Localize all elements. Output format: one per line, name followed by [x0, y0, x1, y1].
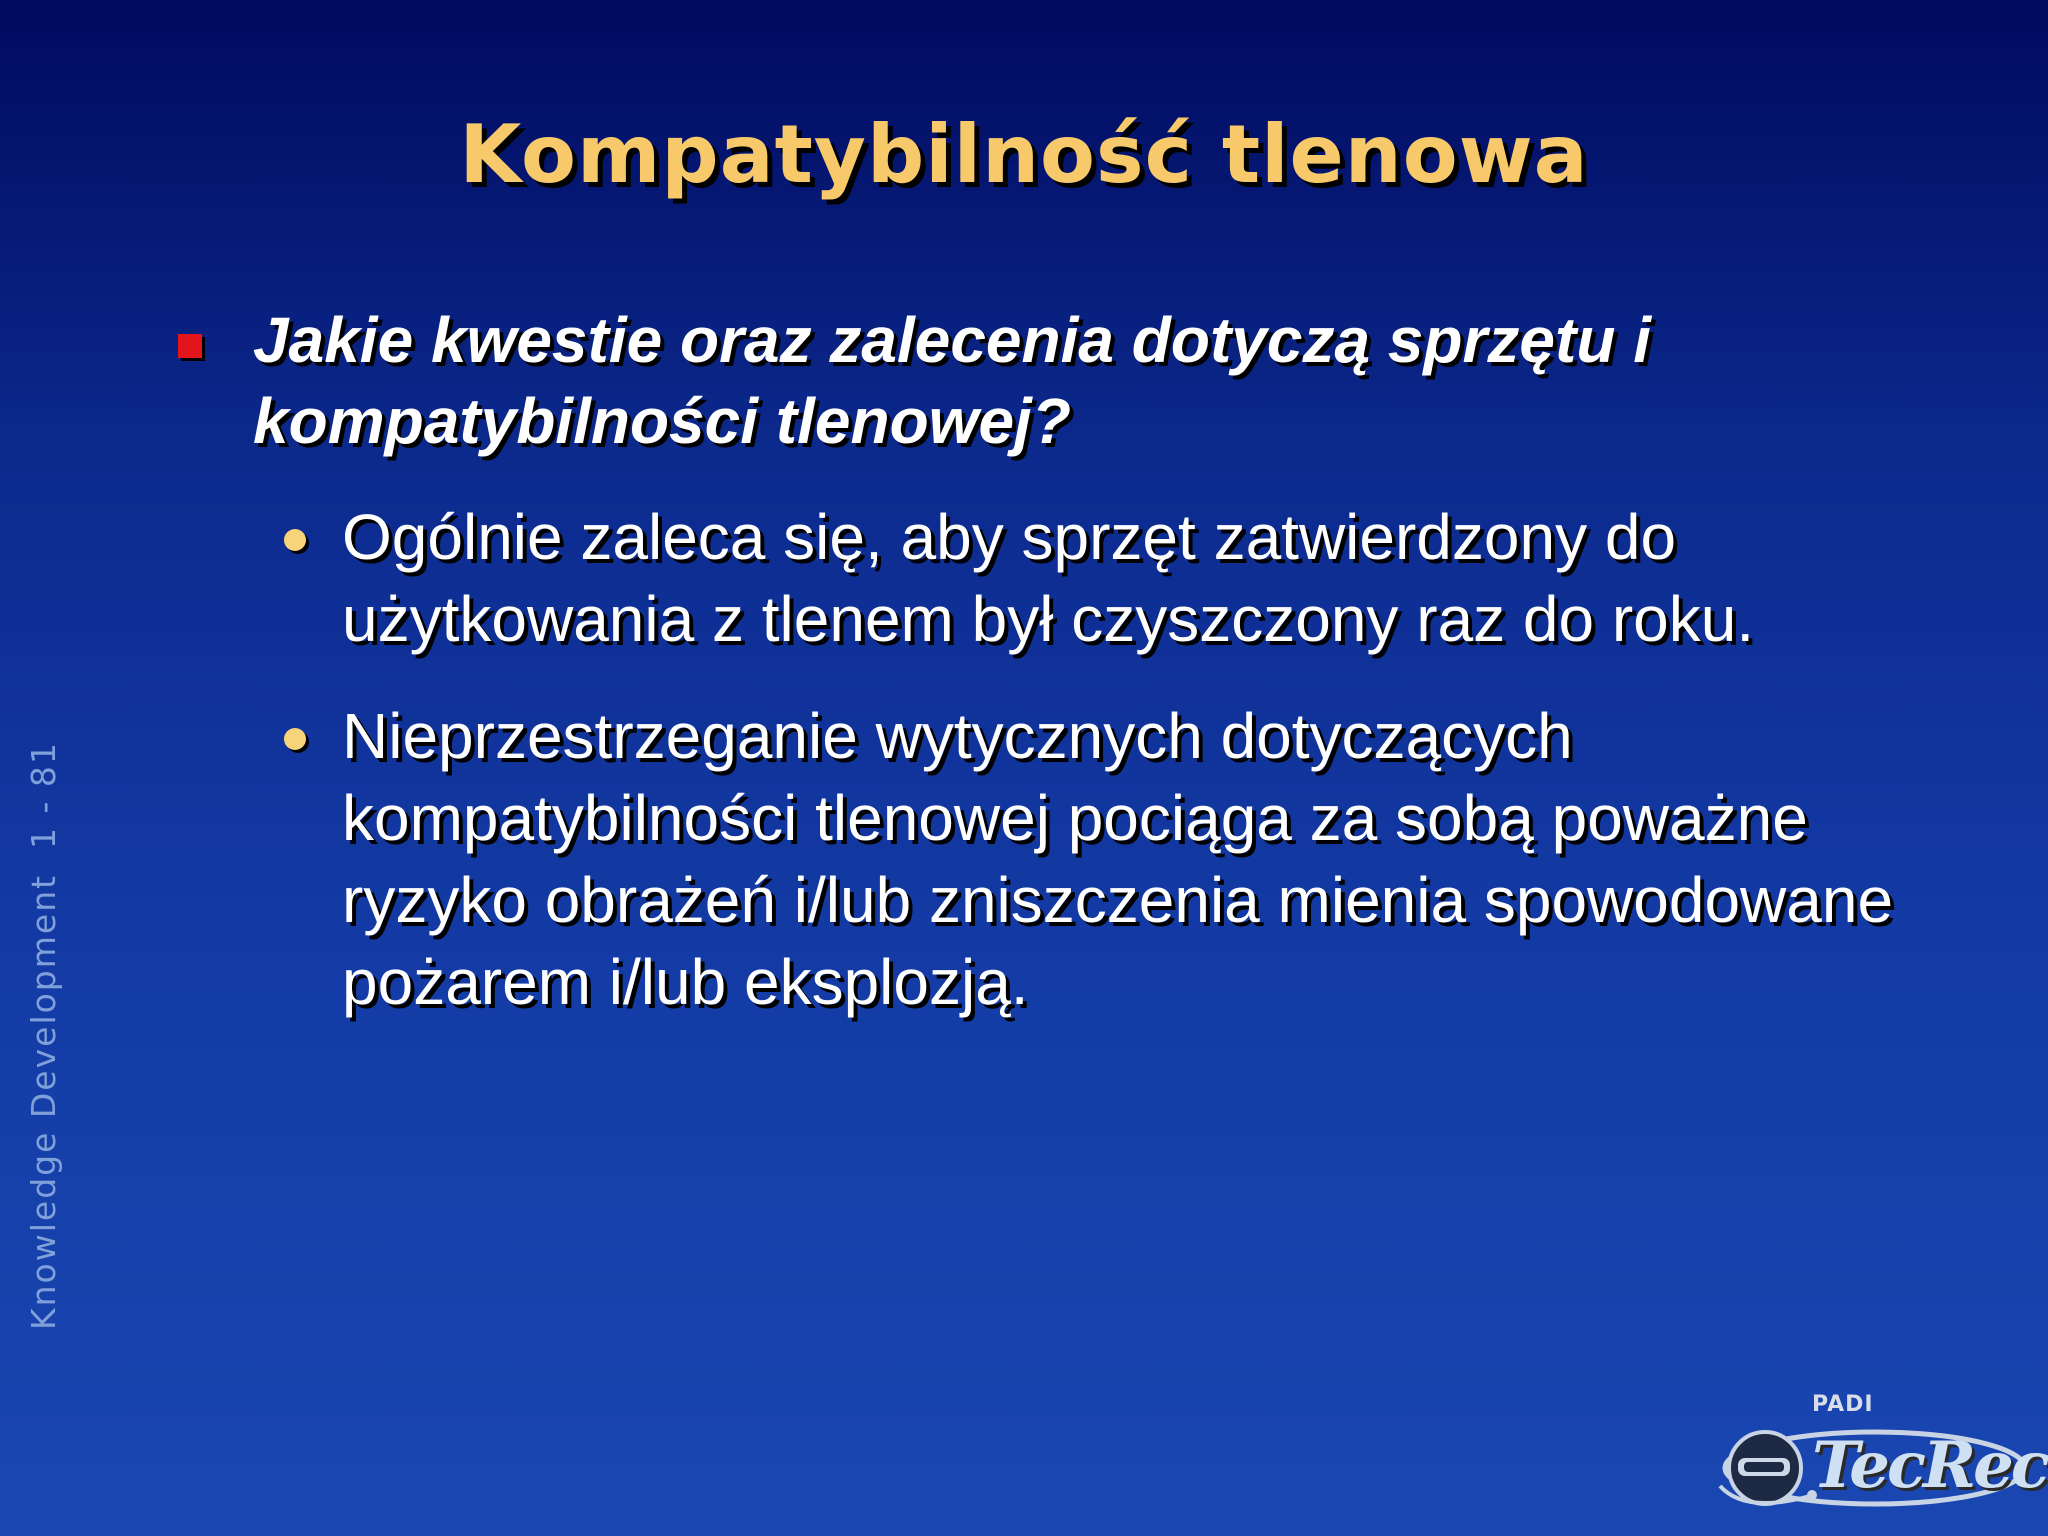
yellow-dot-bullet-icon — [284, 728, 306, 750]
logo-wordmark: TecRec — [1812, 1428, 2047, 1503]
slide-title: Kompatybilność tlenowa — [459, 108, 1589, 201]
red-square-bullet-icon — [178, 334, 202, 358]
sub-bullet-item — [278, 695, 1978, 1023]
sub-bullet-text: Ogólnie zaleca się, aby sprzęt zatwierdzony do użytkowania z tlenem był czyszczony raz do roku. — [342, 501, 1755, 655]
yellow-dot-bullet-icon — [284, 529, 306, 551]
sub-bullet-list — [278, 496, 1978, 1058]
sub-bullet-text: Nieprzestrzeganie wytycznych dotyczących kompatybilności tlenowej pociąga za sobą poważne ryzyko obrażeń i/lub zniszczenia mienia spowodowane pożarem i/lub eksplozją. — [342, 700, 1894, 1018]
main-bullet-text: Jakie kwestie oraz zalecenia dotyczą sprzętu i kompatybilności tlenowej? — [253, 304, 1651, 457]
sub-bullet-item — [278, 496, 1978, 660]
padi-tecrec-logo — [1700, 1392, 2047, 1527]
side-label: Knowledge Development 1 - 81 — [24, 741, 63, 1330]
logo-brand-text: PADI — [1812, 1392, 1874, 1417]
